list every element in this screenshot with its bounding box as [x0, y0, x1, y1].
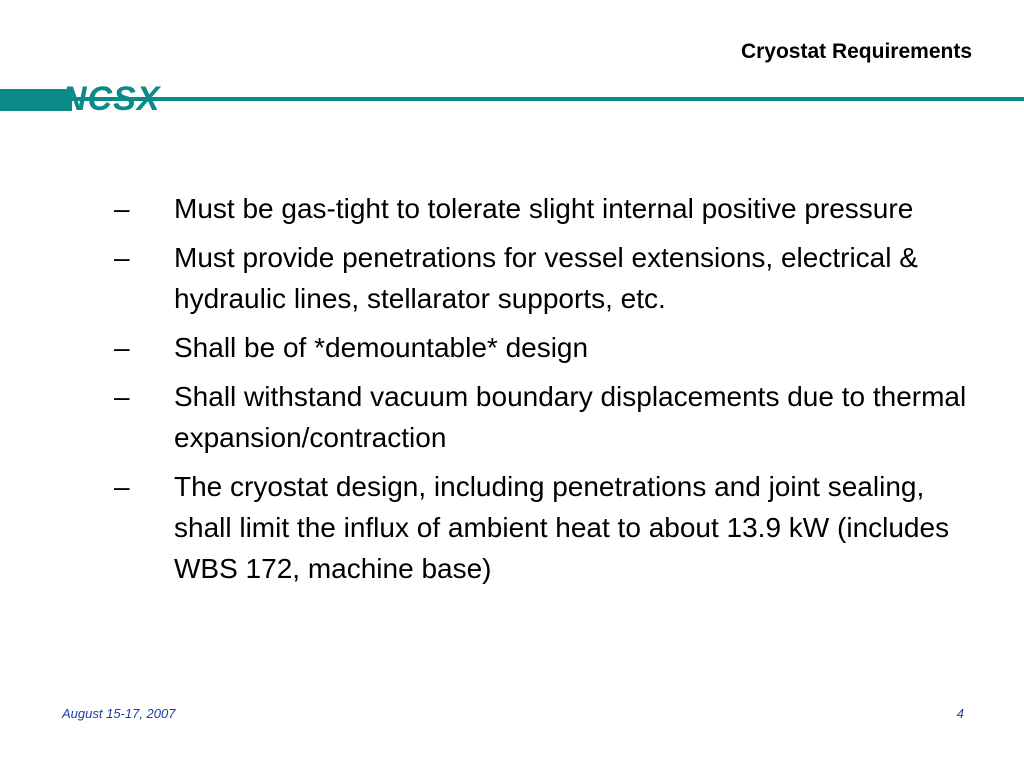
bullet-dash: – [114, 332, 130, 363]
bullet-text: Must be gas-tight to tolerate slight internal positive pressure [174, 193, 914, 224]
bullet-dash: – [114, 242, 130, 273]
bullet-text: Shall be of *demountable* design [174, 332, 589, 363]
footer-date: August 15-17, 2007 [62, 706, 176, 721]
bullet-text: The cryostat design, including penetrations and joint sealing, shall limit the influx of ambient heat to about 13.9 kW (includes WBS 172, machine base) [174, 471, 950, 584]
bullet-dash: – [114, 193, 130, 224]
list-item [114, 327, 974, 368]
bullet-dash: – [114, 381, 130, 412]
bullet-text: Must provide penetrations for vessel extensions, electrical & hydraulic lines, stellarator supports, etc. [174, 242, 918, 314]
bullet-dash: – [114, 471, 130, 502]
bullet-text: Shall withstand vacuum boundary displacements due to thermal expansion/contraction [174, 381, 967, 453]
list-item [114, 466, 974, 589]
page-number: 4 [956, 706, 964, 721]
list-item [114, 237, 974, 319]
list-item [114, 376, 974, 458]
ncsx-logo: NCSX [62, 80, 161, 118]
slide-title: Cryostat Requirements [740, 40, 972, 63]
list-item [114, 188, 974, 229]
requirements-list [114, 188, 974, 597]
